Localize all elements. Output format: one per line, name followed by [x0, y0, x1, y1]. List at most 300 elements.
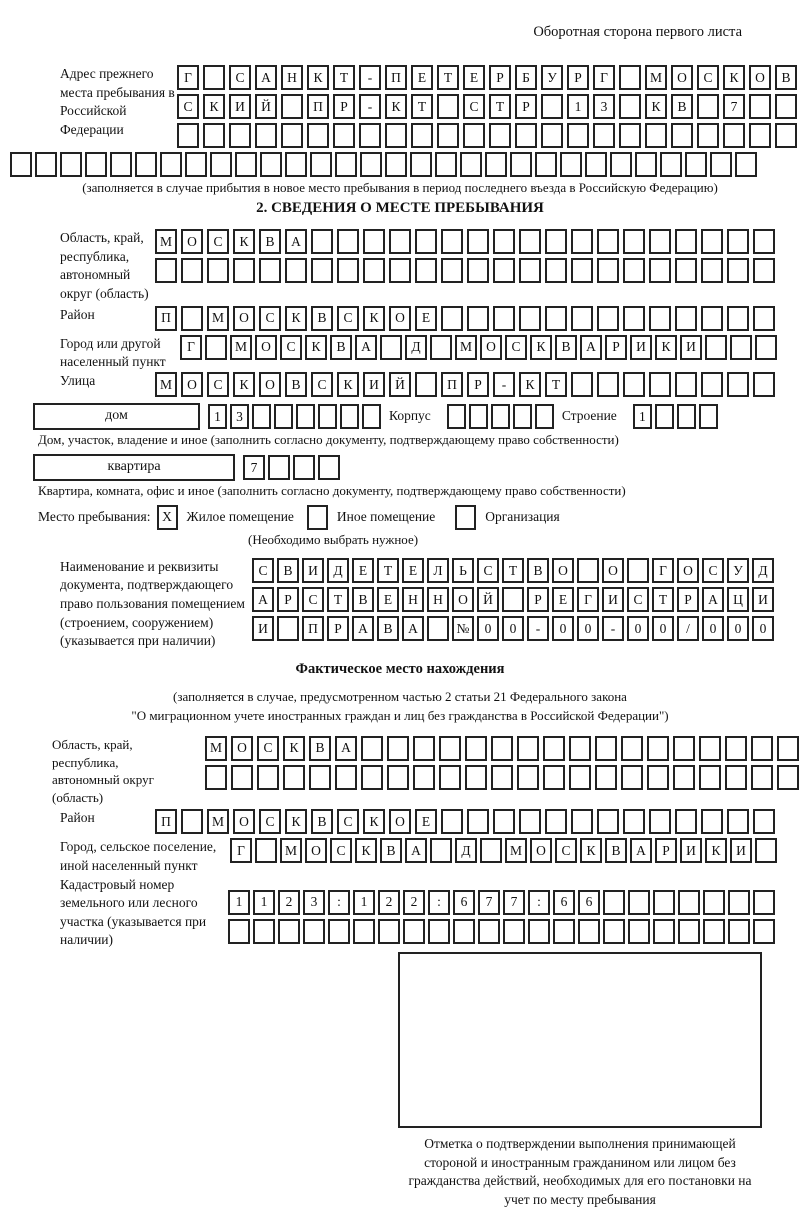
char-box[interactable]: П — [302, 616, 324, 641]
char-box[interactable]: С — [697, 65, 719, 90]
char-box[interactable] — [595, 736, 617, 761]
char-box[interactable]: А — [255, 65, 277, 90]
char-box[interactable]: - — [602, 616, 624, 641]
char-box[interactable]: С — [302, 587, 324, 612]
char-box[interactable] — [571, 258, 593, 283]
char-box[interactable] — [439, 765, 461, 790]
char-box[interactable] — [441, 306, 463, 331]
char-box[interactable]: Р — [489, 65, 511, 90]
char-box[interactable] — [60, 152, 82, 177]
char-box[interactable]: К — [519, 372, 541, 397]
char-box[interactable]: М — [230, 335, 252, 360]
char-box[interactable] — [597, 306, 619, 331]
char-box[interactable] — [363, 229, 385, 254]
char-box[interactable]: 1 — [253, 890, 275, 915]
char-box[interactable] — [710, 152, 732, 177]
char-box[interactable]: Й — [255, 94, 277, 119]
char-box[interactable] — [493, 229, 515, 254]
char-box[interactable] — [359, 123, 381, 148]
char-box[interactable] — [725, 736, 747, 761]
char-box[interactable] — [510, 152, 532, 177]
char-box[interactable] — [465, 765, 487, 790]
char-box[interactable]: Т — [411, 94, 433, 119]
char-box[interactable]: Н — [281, 65, 303, 90]
char-box[interactable]: А — [352, 616, 374, 641]
char-box[interactable] — [337, 258, 359, 283]
char-box[interactable] — [753, 890, 775, 915]
char-box[interactable]: Д — [405, 335, 427, 360]
char-box[interactable]: С — [207, 372, 229, 397]
char-box[interactable] — [207, 258, 229, 283]
char-box[interactable]: В — [527, 558, 549, 583]
char-box[interactable]: К — [337, 372, 359, 397]
char-box[interactable] — [467, 258, 489, 283]
char-box[interactable] — [753, 306, 775, 331]
char-box[interactable] — [415, 258, 437, 283]
char-box[interactable] — [441, 258, 463, 283]
char-box[interactable]: С — [702, 558, 724, 583]
char-box[interactable]: М — [207, 809, 229, 834]
char-box[interactable]: И — [363, 372, 385, 397]
char-box[interactable] — [749, 94, 771, 119]
char-box[interactable] — [675, 306, 697, 331]
char-box[interactable] — [389, 229, 411, 254]
char-box[interactable]: С — [259, 809, 281, 834]
char-box[interactable] — [233, 258, 255, 283]
char-box[interactable] — [385, 152, 407, 177]
char-box[interactable] — [259, 258, 281, 283]
char-box[interactable]: К — [285, 306, 307, 331]
char-box[interactable] — [318, 455, 340, 480]
char-box[interactable]: 1 — [228, 890, 250, 915]
char-box[interactable]: Р — [327, 616, 349, 641]
char-box[interactable]: С — [207, 229, 229, 254]
char-box[interactable]: 0 — [502, 616, 524, 641]
char-box[interactable]: С — [252, 558, 274, 583]
char-box[interactable]: 7 — [503, 890, 525, 915]
char-box[interactable]: М — [155, 229, 177, 254]
char-box[interactable]: 1 — [353, 890, 375, 915]
char-box[interactable] — [701, 258, 723, 283]
char-box[interactable]: К — [705, 838, 727, 863]
char-box[interactable]: И — [680, 335, 702, 360]
char-box[interactable] — [777, 736, 799, 761]
char-box[interactable]: О — [677, 558, 699, 583]
char-box[interactable]: - — [493, 372, 515, 397]
char-box[interactable] — [623, 258, 645, 283]
char-box[interactable] — [110, 152, 132, 177]
char-box[interactable] — [705, 335, 727, 360]
char-box[interactable] — [675, 258, 697, 283]
char-box[interactable] — [493, 306, 515, 331]
char-box[interactable]: О — [255, 335, 277, 360]
char-box[interactable] — [777, 765, 799, 790]
char-box[interactable]: О — [389, 306, 411, 331]
char-box[interactable] — [281, 94, 303, 119]
char-box[interactable] — [519, 306, 541, 331]
char-box[interactable]: П — [441, 372, 463, 397]
char-box[interactable]: С — [627, 587, 649, 612]
char-box[interactable]: К — [385, 94, 407, 119]
char-box[interactable]: Й — [389, 372, 411, 397]
char-box[interactable] — [753, 229, 775, 254]
char-box[interactable] — [653, 919, 675, 944]
char-box[interactable] — [577, 558, 599, 583]
char-box[interactable] — [335, 765, 357, 790]
char-box[interactable]: Е — [415, 306, 437, 331]
char-box[interactable] — [623, 229, 645, 254]
char-box[interactable] — [699, 404, 718, 429]
char-box[interactable] — [723, 123, 745, 148]
char-box[interactable]: 6 — [578, 890, 600, 915]
char-box[interactable] — [333, 123, 355, 148]
stay-type-checkbox-residential[interactable]: X — [157, 505, 178, 530]
char-box[interactable]: О — [530, 838, 552, 863]
char-box[interactable]: Г — [177, 65, 199, 90]
char-box[interactable]: О — [181, 372, 203, 397]
char-box[interactable]: К — [530, 335, 552, 360]
char-box[interactable] — [597, 372, 619, 397]
char-box[interactable]: А — [405, 838, 427, 863]
char-box[interactable]: М — [280, 838, 302, 863]
char-box[interactable] — [751, 736, 773, 761]
char-box[interactable]: К — [233, 372, 255, 397]
char-box[interactable]: : — [428, 890, 450, 915]
char-box[interactable] — [378, 919, 400, 944]
char-box[interactable] — [603, 919, 625, 944]
char-box[interactable]: 0 — [752, 616, 774, 641]
char-box[interactable] — [578, 919, 600, 944]
char-box[interactable] — [228, 919, 250, 944]
char-box[interactable]: В — [311, 306, 333, 331]
char-box[interactable]: М — [505, 838, 527, 863]
char-box[interactable]: В — [285, 372, 307, 397]
char-box[interactable]: И — [752, 587, 774, 612]
char-box[interactable]: Т — [489, 94, 511, 119]
char-box[interactable] — [205, 765, 227, 790]
char-box[interactable] — [703, 890, 725, 915]
char-box[interactable]: О — [233, 306, 255, 331]
char-box[interactable]: С — [555, 838, 577, 863]
char-box[interactable]: С — [477, 558, 499, 583]
char-box[interactable]: Г — [652, 558, 674, 583]
char-box[interactable] — [469, 404, 488, 429]
char-box[interactable]: Т — [327, 587, 349, 612]
char-box[interactable]: 0 — [577, 616, 599, 641]
char-box[interactable]: 1 — [567, 94, 589, 119]
char-box[interactable]: 6 — [453, 890, 475, 915]
char-box[interactable] — [283, 765, 305, 790]
char-box[interactable]: Р — [655, 838, 677, 863]
stay-type-checkbox-other-premises[interactable] — [307, 505, 328, 530]
char-box[interactable] — [528, 919, 550, 944]
char-box[interactable] — [160, 152, 182, 177]
char-box[interactable]: И — [730, 838, 752, 863]
char-box[interactable] — [303, 919, 325, 944]
char-box[interactable] — [437, 94, 459, 119]
char-box[interactable]: К — [203, 94, 225, 119]
char-box[interactable]: П — [385, 65, 407, 90]
char-box[interactable] — [595, 765, 617, 790]
char-box[interactable] — [560, 152, 582, 177]
char-box[interactable] — [569, 765, 591, 790]
char-box[interactable] — [465, 736, 487, 761]
char-box[interactable]: К — [363, 306, 385, 331]
char-box[interactable] — [585, 152, 607, 177]
char-box[interactable]: В — [377, 616, 399, 641]
char-box[interactable] — [685, 152, 707, 177]
char-box[interactable] — [274, 404, 293, 429]
char-box[interactable] — [480, 838, 502, 863]
char-box[interactable]: О — [552, 558, 574, 583]
char-box[interactable] — [755, 838, 777, 863]
char-box[interactable] — [513, 404, 532, 429]
char-box[interactable]: О — [452, 587, 474, 612]
char-box[interactable] — [535, 404, 554, 429]
char-box[interactable] — [460, 152, 482, 177]
char-box[interactable]: И — [229, 94, 251, 119]
char-box[interactable] — [703, 919, 725, 944]
char-box[interactable] — [649, 229, 671, 254]
char-box[interactable] — [310, 152, 332, 177]
char-box[interactable]: С — [177, 94, 199, 119]
char-box[interactable]: И — [680, 838, 702, 863]
char-box[interactable] — [430, 335, 452, 360]
char-box[interactable] — [502, 587, 524, 612]
char-box[interactable] — [430, 838, 452, 863]
char-box[interactable]: В — [277, 558, 299, 583]
char-box[interactable] — [725, 765, 747, 790]
char-box[interactable] — [415, 372, 437, 397]
char-box[interactable] — [515, 123, 537, 148]
char-box[interactable] — [335, 152, 357, 177]
char-box[interactable]: 1 — [633, 404, 652, 429]
char-box[interactable] — [623, 306, 645, 331]
char-box[interactable] — [447, 404, 466, 429]
char-box[interactable] — [255, 838, 277, 863]
char-box[interactable]: - — [527, 616, 549, 641]
char-box[interactable] — [453, 919, 475, 944]
char-box[interactable]: А — [335, 736, 357, 761]
char-box[interactable]: М — [155, 372, 177, 397]
char-box[interactable] — [328, 919, 350, 944]
char-box[interactable]: Е — [415, 809, 437, 834]
char-box[interactable] — [619, 123, 641, 148]
char-box[interactable] — [543, 736, 565, 761]
char-box[interactable]: - — [359, 65, 381, 90]
char-box[interactable]: 2 — [278, 890, 300, 915]
char-box[interactable] — [311, 229, 333, 254]
char-box[interactable]: С — [311, 372, 333, 397]
char-box[interactable] — [519, 229, 541, 254]
char-box[interactable]: / — [677, 616, 699, 641]
char-box[interactable] — [493, 809, 515, 834]
char-box[interactable] — [727, 306, 749, 331]
char-box[interactable] — [645, 123, 667, 148]
char-box[interactable] — [569, 736, 591, 761]
char-box[interactable] — [380, 335, 402, 360]
char-box[interactable]: 2 — [378, 890, 400, 915]
char-box[interactable] — [675, 809, 697, 834]
char-box[interactable]: Р — [467, 372, 489, 397]
char-box[interactable]: С — [259, 306, 281, 331]
char-box[interactable] — [567, 123, 589, 148]
char-box[interactable]: К — [283, 736, 305, 761]
char-box[interactable]: 1 — [208, 404, 227, 429]
char-box[interactable]: И — [630, 335, 652, 360]
char-box[interactable]: Н — [402, 587, 424, 612]
char-box[interactable] — [441, 809, 463, 834]
char-box[interactable] — [593, 123, 615, 148]
char-box[interactable] — [353, 919, 375, 944]
char-box[interactable] — [571, 372, 593, 397]
char-box[interactable]: 6 — [553, 890, 575, 915]
char-box[interactable]: 0 — [627, 616, 649, 641]
char-box[interactable] — [649, 306, 671, 331]
char-box[interactable] — [755, 335, 777, 360]
char-box[interactable]: У — [727, 558, 749, 583]
char-box[interactable] — [727, 229, 749, 254]
char-box[interactable]: В — [775, 65, 797, 90]
char-box[interactable] — [268, 455, 290, 480]
char-box[interactable] — [673, 736, 695, 761]
char-box[interactable]: В — [605, 838, 627, 863]
char-box[interactable] — [253, 919, 275, 944]
char-box[interactable] — [678, 890, 700, 915]
char-box[interactable]: Г — [593, 65, 615, 90]
char-box[interactable] — [649, 258, 671, 283]
char-box[interactable] — [389, 258, 411, 283]
char-box[interactable] — [545, 258, 567, 283]
char-box[interactable]: О — [233, 809, 255, 834]
char-box[interactable]: Р — [605, 335, 627, 360]
char-box[interactable] — [603, 890, 625, 915]
char-box[interactable]: Т — [545, 372, 567, 397]
char-box[interactable] — [597, 229, 619, 254]
char-box[interactable] — [360, 152, 382, 177]
char-box[interactable]: 3 — [230, 404, 249, 429]
char-box[interactable] — [545, 306, 567, 331]
char-box[interactable] — [517, 765, 539, 790]
char-box[interactable] — [467, 809, 489, 834]
char-box[interactable] — [571, 229, 593, 254]
stay-type-checkbox-organization[interactable] — [455, 505, 476, 530]
char-box[interactable]: Н — [427, 587, 449, 612]
char-box[interactable] — [491, 765, 513, 790]
char-box[interactable]: М — [207, 306, 229, 331]
char-box[interactable] — [735, 152, 757, 177]
char-box[interactable] — [361, 765, 383, 790]
char-box[interactable]: : — [528, 890, 550, 915]
char-box[interactable]: В — [555, 335, 577, 360]
char-box[interactable] — [619, 65, 641, 90]
char-box[interactable]: И — [302, 558, 324, 583]
char-box[interactable] — [697, 123, 719, 148]
char-box[interactable] — [231, 765, 253, 790]
char-box[interactable] — [701, 809, 723, 834]
char-box[interactable] — [467, 229, 489, 254]
char-box[interactable] — [260, 152, 282, 177]
char-box[interactable] — [340, 404, 359, 429]
char-box[interactable]: 7 — [243, 455, 265, 480]
char-box[interactable]: Е — [463, 65, 485, 90]
char-box[interactable]: : — [328, 890, 350, 915]
char-box[interactable] — [493, 258, 515, 283]
char-box[interactable]: С — [463, 94, 485, 119]
char-box[interactable] — [775, 94, 797, 119]
char-box[interactable]: А — [355, 335, 377, 360]
char-box[interactable]: О — [305, 838, 327, 863]
char-box[interactable] — [543, 765, 565, 790]
char-box[interactable] — [627, 558, 649, 583]
char-box[interactable] — [410, 152, 432, 177]
char-box[interactable] — [775, 123, 797, 148]
char-box[interactable]: Т — [652, 587, 674, 612]
char-box[interactable] — [727, 258, 749, 283]
char-box[interactable]: Т — [502, 558, 524, 583]
char-box[interactable]: С — [337, 809, 359, 834]
char-box[interactable] — [727, 809, 749, 834]
char-box[interactable] — [699, 765, 721, 790]
char-box[interactable]: Р — [333, 94, 355, 119]
char-box[interactable]: О — [389, 809, 411, 834]
char-box[interactable]: Г — [577, 587, 599, 612]
char-box[interactable] — [281, 123, 303, 148]
char-box[interactable] — [463, 123, 485, 148]
char-box[interactable] — [675, 372, 697, 397]
char-box[interactable] — [181, 306, 203, 331]
char-box[interactable] — [660, 152, 682, 177]
char-box[interactable]: Ь — [452, 558, 474, 583]
char-box[interactable] — [655, 404, 674, 429]
char-box[interactable] — [413, 765, 435, 790]
char-box[interactable]: Р — [277, 587, 299, 612]
char-box[interactable] — [177, 123, 199, 148]
char-box[interactable] — [252, 404, 271, 429]
char-box[interactable] — [437, 123, 459, 148]
char-box[interactable] — [439, 736, 461, 761]
char-box[interactable] — [307, 123, 329, 148]
char-box[interactable] — [571, 306, 593, 331]
char-box[interactable]: 0 — [702, 616, 724, 641]
char-box[interactable]: 7 — [723, 94, 745, 119]
char-box[interactable] — [318, 404, 337, 429]
char-box[interactable] — [517, 736, 539, 761]
char-box[interactable] — [229, 123, 251, 148]
char-box[interactable] — [415, 229, 437, 254]
char-box[interactable]: Б — [515, 65, 537, 90]
char-box[interactable] — [337, 229, 359, 254]
char-box[interactable]: С — [257, 736, 279, 761]
char-box[interactable]: А — [285, 229, 307, 254]
char-box[interactable]: О — [480, 335, 502, 360]
char-box[interactable]: В — [311, 809, 333, 834]
char-box[interactable]: М — [205, 736, 227, 761]
char-box[interactable] — [385, 123, 407, 148]
char-box[interactable] — [675, 229, 697, 254]
char-box[interactable] — [541, 123, 563, 148]
char-box[interactable]: П — [155, 306, 177, 331]
char-box[interactable] — [753, 919, 775, 944]
char-box[interactable] — [545, 229, 567, 254]
char-box[interactable] — [541, 94, 563, 119]
char-box[interactable] — [277, 616, 299, 641]
char-box[interactable]: С — [337, 306, 359, 331]
char-box[interactable] — [649, 372, 671, 397]
char-box[interactable] — [491, 736, 513, 761]
char-box[interactable]: П — [307, 94, 329, 119]
char-box[interactable] — [571, 809, 593, 834]
